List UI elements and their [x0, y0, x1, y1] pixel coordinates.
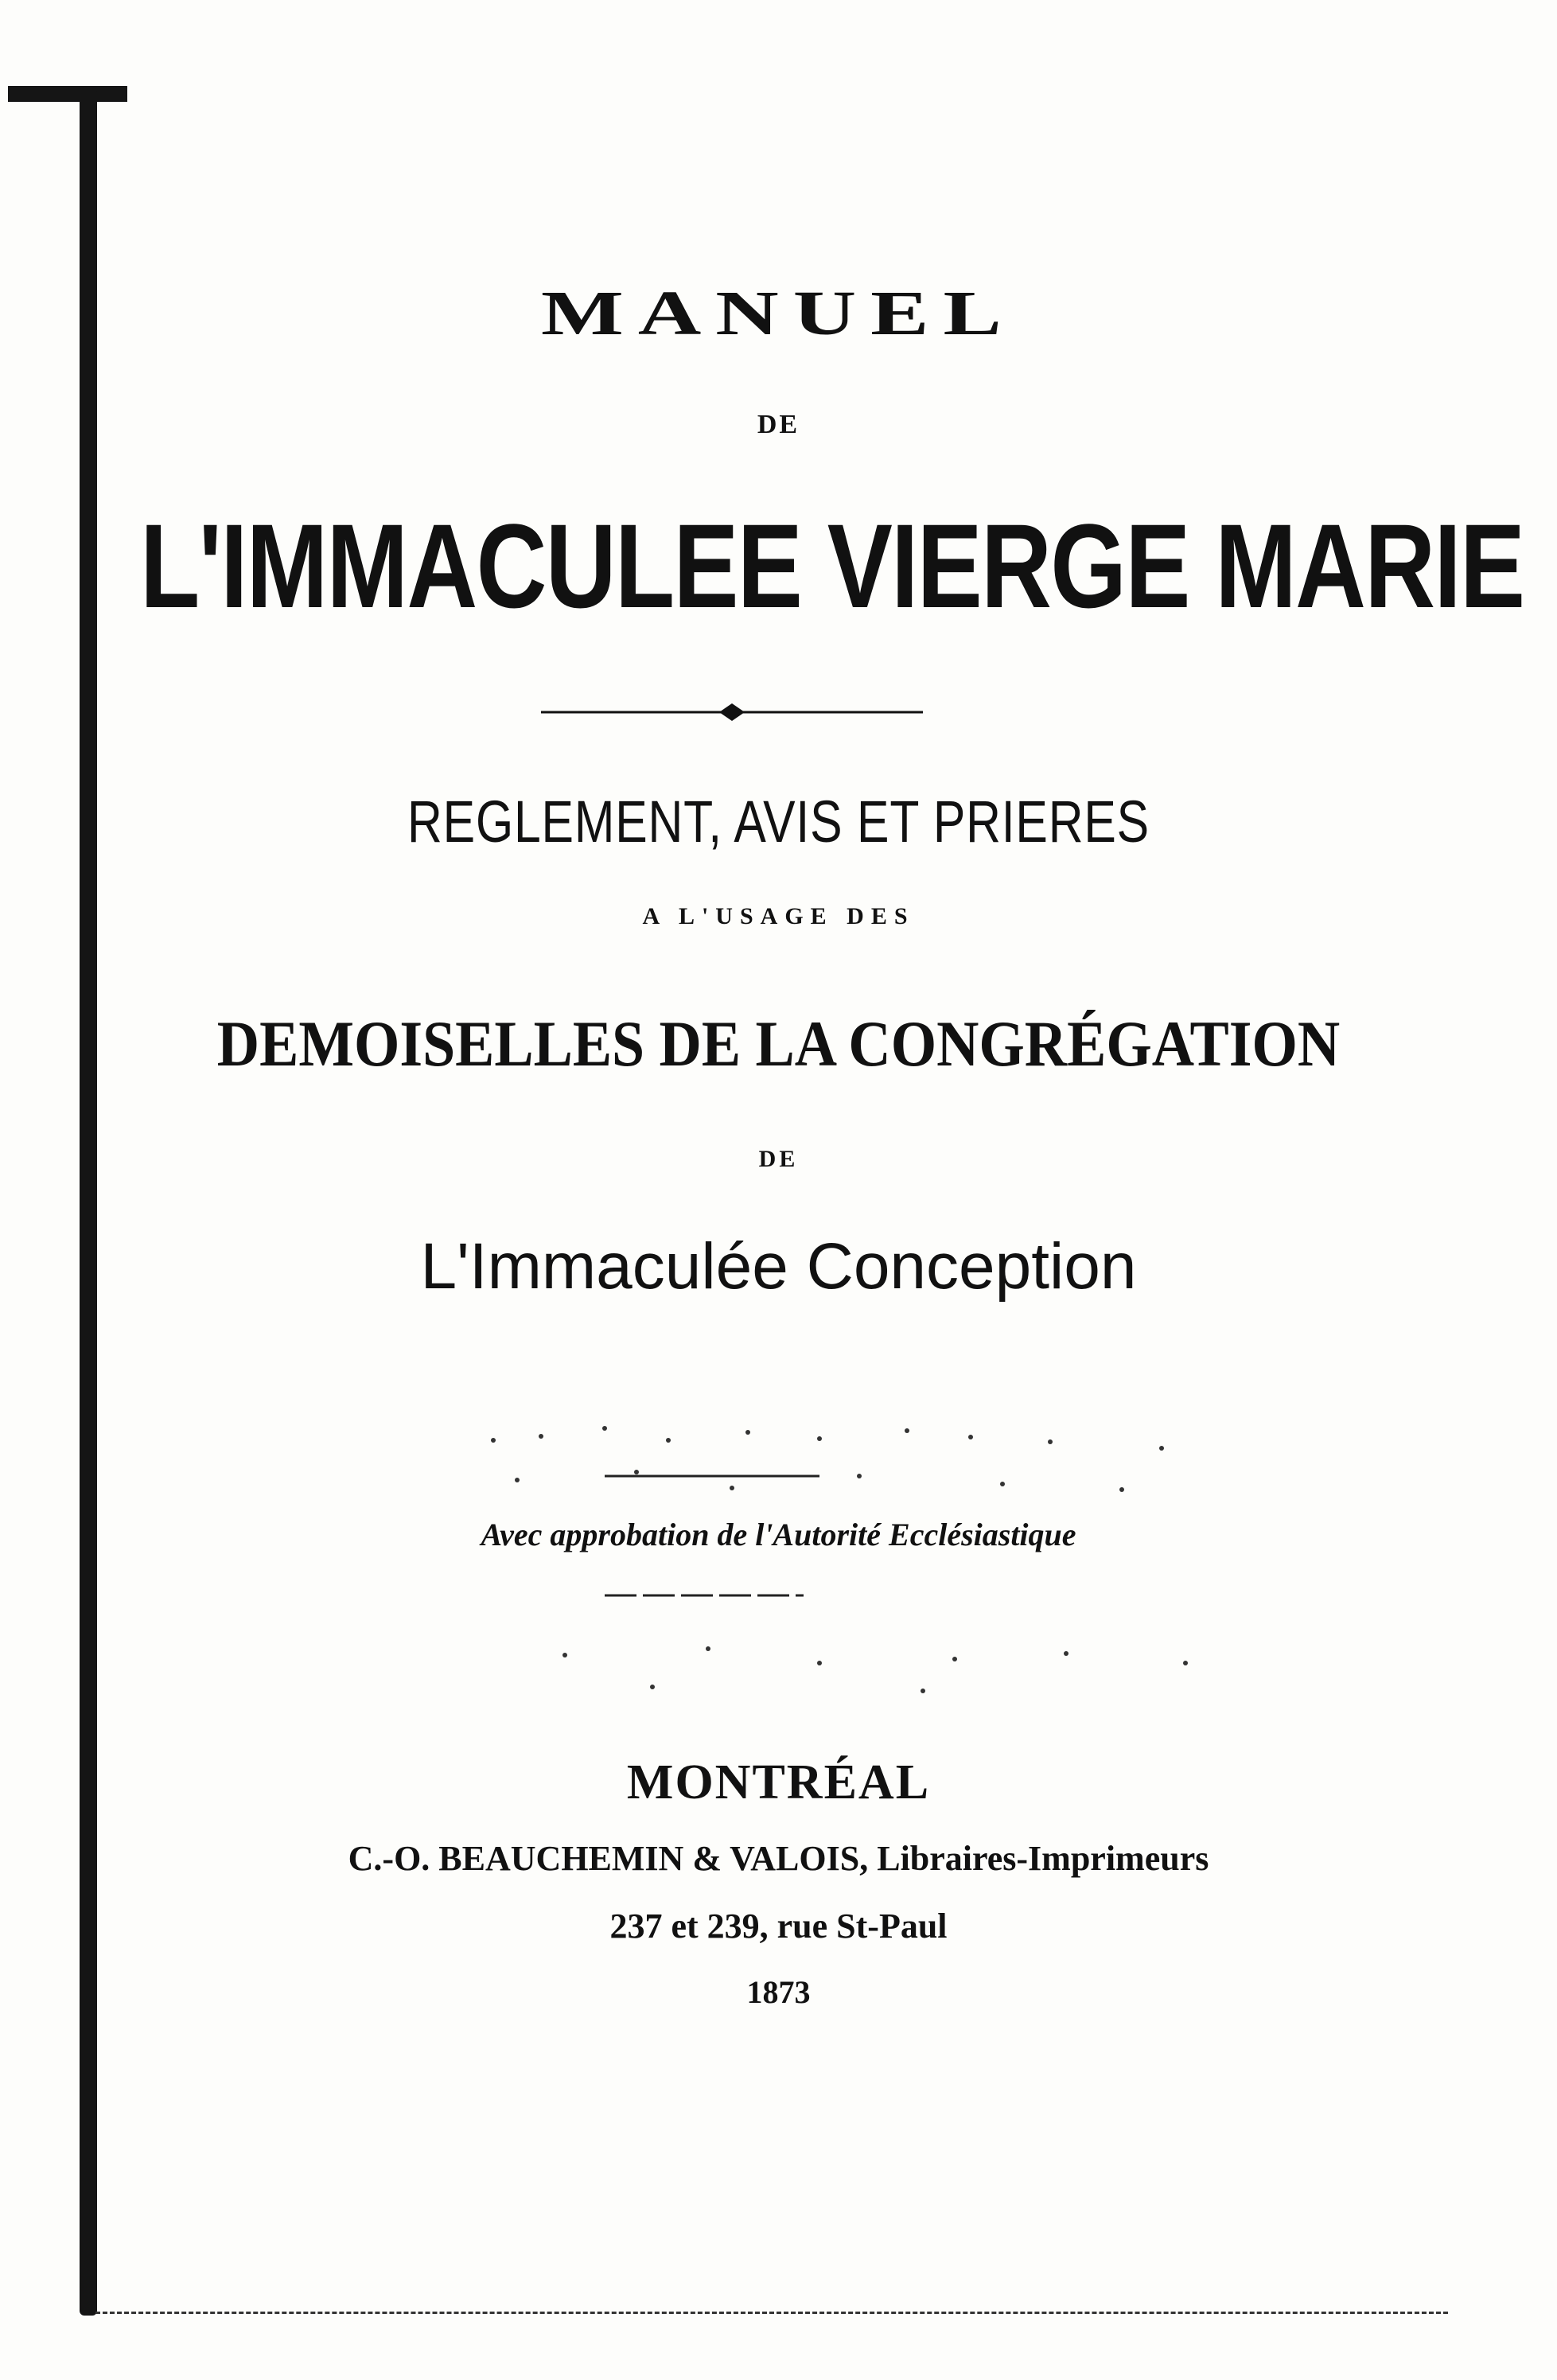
usage-line: A L'USAGE DES [642, 903, 915, 929]
approbation-line: Avec approbation de l'Autorité Ecclésiastique [481, 1517, 1076, 1552]
imprint-year: 1873 [746, 1974, 811, 2010]
imprint-address: 237 et 239, rue St-Paul [609, 1907, 948, 1946]
contents-line: REGLEMENT, AVIS ET PRIERES [407, 789, 1150, 855]
imprint-city: MONTRÉAL [626, 1755, 931, 1809]
connector-de-1: DE [757, 410, 800, 439]
bottom-edge-rule [95, 2312, 1448, 2314]
connector-de-2: DE [758, 1146, 799, 1172]
binding-edge-top [8, 86, 127, 102]
ornamental-rule [541, 700, 923, 724]
book-subject: L'IMMACULEE VIERGE MARIE [140, 499, 1524, 633]
audience-line: DEMOISELLES DE LA CONGRÉGATION [216, 1007, 1341, 1080]
congregation-name: L'Immaculée Conception [420, 1230, 1137, 1303]
book-title: MANUEL [541, 278, 1016, 349]
imprint-publisher: C.-O. BEAUCHEMIN & VALOIS, Libraires-Imprimeurs [348, 1839, 1209, 1878]
